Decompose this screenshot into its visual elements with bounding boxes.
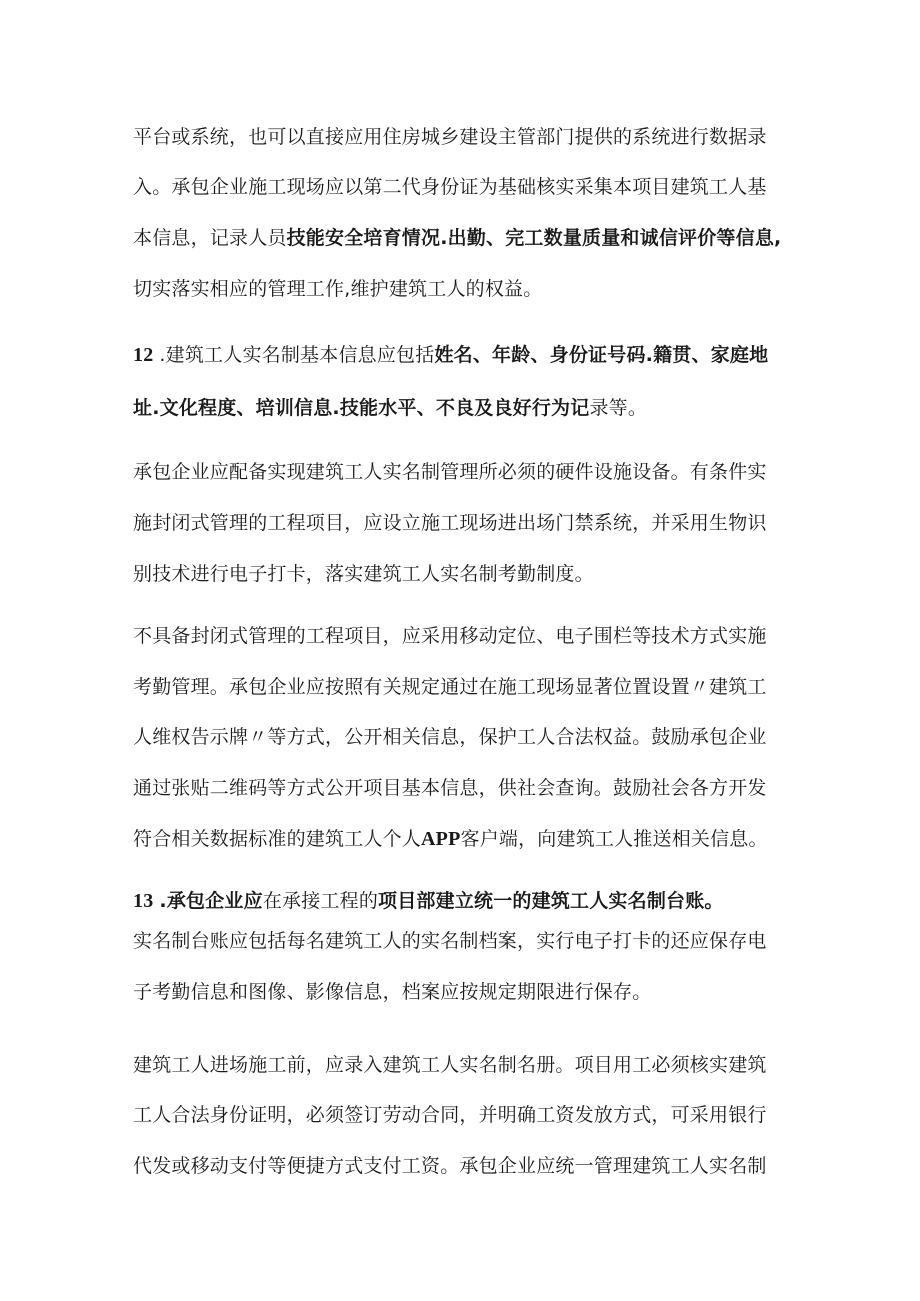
item-number: 13 [133, 890, 154, 912]
text-line [133, 391, 813, 425]
text-line: 切实落实相应的管理工作,维护建筑工人的权益。 [133, 278, 543, 300]
text-span: 在承接工程的 [262, 890, 379, 912]
text-span: 符合相关数据标准的建筑工人个人 [133, 828, 422, 850]
text-line: 施封闭式管理的工程项目，应设立施工现场进出场门禁系统，并采用生物识 [133, 512, 767, 534]
text-span: 本信息，记录人员 [133, 227, 287, 249]
item-number: 12 [133, 344, 154, 366]
text-line: 不具备封闭式管理的工程项目，应采用移动定位、电子围栏等技术方式实施 [133, 625, 767, 647]
text-line: 实名制台账应包括每名建筑工人的实名制档案，实行电子打卡的还应保存电 [133, 930, 767, 952]
text-line: 承包企业应配备实现建筑工人实名制管理所必须的硬件设施设备。有条件实 [133, 461, 767, 483]
text-line: 建筑工人进场施工前，应录入建筑工人实名制名册。项目用工必须核实建筑 [133, 1054, 767, 1076]
text-line: 人维权告示牌〃等方式，公开相关信息，保护工人合法权益。鼓励承包企业 [133, 726, 767, 748]
paragraph-item-13 [133, 884, 813, 1009]
text-line [133, 338, 813, 372]
text-span: .建筑工人实名制基本信息应包括 [159, 344, 435, 366]
text-line: 通过张贴二维码等方式公开项目基本信息，供社会查询。鼓励社会各方开发 [133, 777, 767, 799]
text-line: 平台或系统，也可以直接应用住房城乡建设主管部门提供的系统进行数据录 [133, 126, 767, 148]
bold-text-span: 技能安全培育情况.出勤、完工数量质量和诚信评价等信息, [286, 227, 782, 249]
text-line [133, 822, 813, 856]
bold-text-span: 项目部建立统一的建筑工人实名制台账。 [378, 890, 724, 912]
text-line [133, 884, 813, 918]
text-line: 考勤管理。承包企业应按照有关规定通过在施工现场显著位置设置〃建筑工 [133, 676, 767, 698]
paragraph-item-12 [133, 338, 813, 425]
bold-text-span: 址.文化程度、培训信息.技能水平、不良及良好行为记 [133, 397, 590, 419]
app-text: APP [421, 828, 461, 850]
paragraph-data-entry [133, 120, 813, 306]
text-line: 入。承包企业施工现场应以第二代身份证为基础核实采集本项目建筑工人基 [133, 176, 767, 198]
text-line: 别技术进行电子打卡，落实建筑工人实名制考勤制度。 [133, 563, 594, 585]
text-span: 客户端，向建筑工人推送相关信息。 [460, 828, 768, 850]
paragraph-attendance [133, 619, 813, 856]
paragraph-hardware [133, 455, 813, 591]
text-line: 工人合法身份证明，必须签订劳动合同，并明确工资发放方式，可采用银行 [133, 1104, 767, 1126]
bold-text-span: 姓名、年龄、身份证号码.籍贯、家庭地 [434, 344, 769, 366]
text-line: 代发或移动支付等便捷方式支付工资。承包企业应统一管理建筑工人实名制 [133, 1155, 767, 1177]
paragraph-roster [133, 1048, 813, 1183]
text-line: 子考勤信息和图像、影像信息，档案应按规定期限进行保存。 [133, 981, 652, 1003]
text-line [133, 221, 813, 255]
text-span: 录等。 [589, 397, 648, 419]
bold-text-span: .承包企业应 [159, 890, 263, 912]
